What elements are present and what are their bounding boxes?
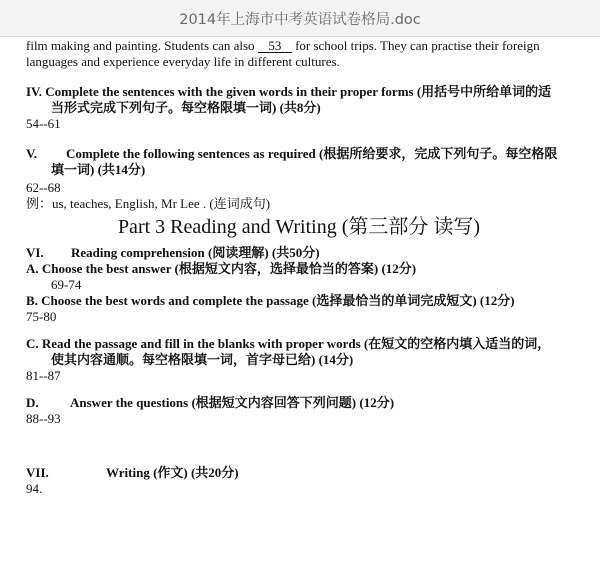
section-vii-number: VII.	[26, 465, 49, 480]
section-vi-c-range: 81--87	[26, 368, 61, 383]
section-iv-number: IV.	[26, 84, 43, 99]
section-vi-d-range: 88--93	[26, 411, 61, 426]
window-title-bar	[0, 0, 600, 37]
section-vii-range: 94.	[26, 481, 43, 496]
section-vii	[26, 465, 572, 497]
intro-text-before: film making and painting. Students can also	[26, 38, 258, 53]
document-page	[0, 38, 600, 497]
section-vi-heading	[26, 245, 572, 261]
section-vi-d-number: D.	[26, 395, 39, 410]
section-v-heading	[26, 146, 572, 162]
section-vi-c-line-1: C. Read the passage and fill in the blanks with proper words (在短文的空格内填入适当的词，	[26, 336, 551, 351]
intro-text-after: for school trips. They can practise their foreign	[291, 38, 540, 53]
section-iv-line-2: 当形式完成下列句子。每空格限填一词) (共8分)	[51, 100, 321, 115]
intro-line-2: languages and experience everyday life in different cultures.	[26, 54, 340, 69]
section-vi-b-range: 75-80	[26, 309, 57, 324]
section-v-line-1: Complete the following sentences as required (根据所给要求，完成下列句子。每空格限	[66, 146, 558, 161]
section-vi-title: Reading comprehension (阅读理解) (共50分)	[71, 245, 320, 260]
section-iv-line-1: Complete the sentences with the given words in their proper forms (用括号中所给单词的适	[45, 84, 552, 99]
section-iv	[26, 84, 572, 132]
section-vi-c-line-2: 使其内容通顺。每空格限填一词，首字母已给) (14分)	[51, 352, 354, 367]
section-vi	[26, 245, 572, 427]
section-v-example: 例：us, teaches, English, Mr Lee . (连词成句)	[26, 196, 271, 211]
part-3-title: Part 3 Reading and Writing (第三部分 读写)	[117, 216, 481, 238]
section-vi-d-heading	[26, 395, 572, 411]
section-vi-d-title: Answer the questions (根据短文内容回答下列问题) (12分)	[70, 395, 395, 410]
section-vi-b-title: B. Choose the best words and complete the passage (选择最恰当的单词完成短文) (12分)	[26, 293, 515, 308]
section-vii-title: Writing (作文) (共20分)	[106, 465, 239, 480]
section-v	[26, 146, 572, 212]
intro-line-1	[26, 38, 572, 54]
section-vi-a-title: A. Choose the best answer (根据短文内容，选择最恰当的答案) (12分)	[26, 261, 417, 276]
section-iv-heading	[26, 84, 572, 100]
section-v-range: 62--68	[26, 180, 61, 195]
section-vi-number: VI.	[26, 245, 44, 260]
section-vi-a-range: 69-74	[51, 277, 82, 292]
section-vii-heading	[26, 465, 572, 481]
blank-53: 53	[258, 39, 292, 53]
section-v-number: V.	[26, 146, 37, 161]
window-title: 2014年上海市中考英语试卷格局.doc	[179, 11, 421, 28]
section-iv-range: 54--61	[26, 116, 61, 131]
section-v-line-2: 填一词) (共14分)	[51, 162, 146, 177]
